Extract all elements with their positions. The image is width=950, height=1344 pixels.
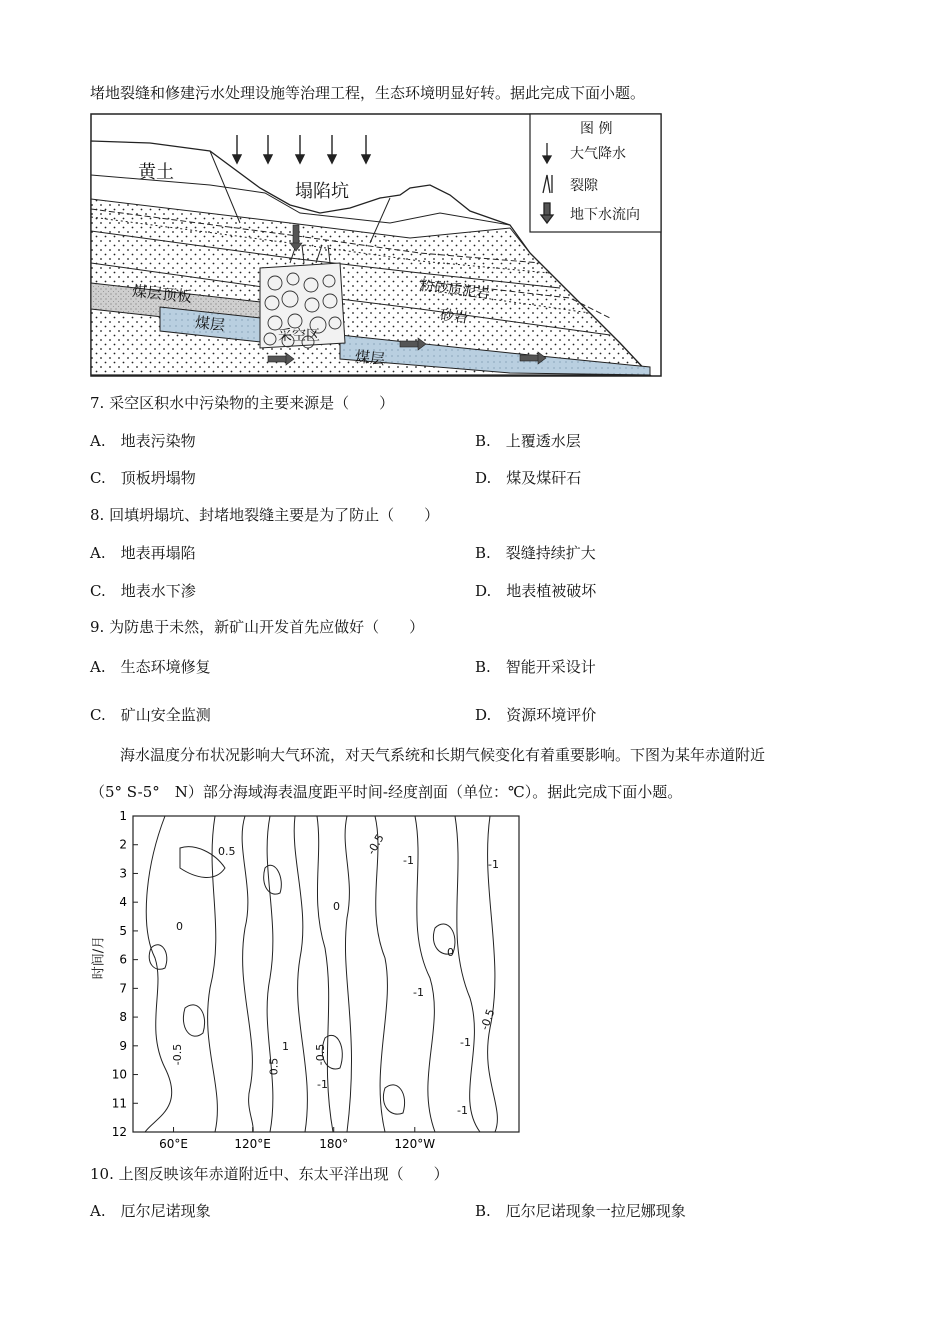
- option-text: 顶板坍塌物: [120, 469, 196, 487]
- label-pit: 塌陷坑: [295, 181, 349, 202]
- q8-option-d[interactable]: [475, 580, 596, 601]
- label-coal-1: 煤层: [194, 313, 226, 335]
- option-text: 上覆透水层: [505, 432, 581, 450]
- label-roof: 煤层顶板: [131, 281, 193, 307]
- option-key: D.: [475, 469, 492, 487]
- y-tick-label: 11: [111, 1096, 127, 1111]
- contour-label: -0.5: [314, 1043, 328, 1066]
- option-key: A.: [90, 658, 106, 676]
- contour-label: -1: [488, 858, 499, 871]
- q10-option-a[interactable]: [90, 1200, 211, 1221]
- contour-label: -1: [457, 1104, 468, 1117]
- option-key: B.: [475, 432, 491, 450]
- q8-option-a[interactable]: [90, 542, 196, 563]
- option-text: 矿山安全监测: [120, 706, 211, 724]
- y-tick-label: 1: [119, 809, 127, 823]
- contour-label: -0.5: [171, 1043, 185, 1066]
- contour-label: -1: [460, 1036, 471, 1049]
- q9-option-a[interactable]: [90, 656, 211, 677]
- x-tick-label: 120°W: [394, 1137, 436, 1151]
- q10-stem: 10. 上图反映该年赤道附近中、东太平洋出现（ ）: [90, 1165, 449, 1183]
- q9-option-c[interactable]: [90, 704, 211, 725]
- option-text: 地表再塌陷: [120, 544, 196, 562]
- q9-option-b[interactable]: [475, 656, 596, 677]
- x-tick-label: 180°: [319, 1137, 349, 1151]
- option-text: 裂缝持续扩大: [505, 544, 596, 562]
- legend-label-fissure: 裂隙: [570, 178, 598, 194]
- option-key: B.: [475, 544, 491, 562]
- q8-stem: 8. 回填坍塌坑、封堵地裂缝主要是为了防止（ ）: [90, 506, 440, 524]
- option-key: C.: [90, 706, 106, 724]
- contour-label: -0.5: [477, 1007, 498, 1032]
- option-key: B.: [475, 658, 491, 676]
- y-tick-label: 5: [119, 923, 127, 938]
- q8-option-b[interactable]: [475, 542, 596, 563]
- legend-label-rain: 大气降水: [570, 146, 626, 162]
- contour-label: -1: [403, 854, 414, 867]
- y-tick-label: 6: [119, 952, 127, 967]
- contour-label: -1: [317, 1078, 328, 1091]
- q10-option-b[interactable]: [475, 1200, 686, 1221]
- option-key: A.: [90, 1202, 106, 1220]
- q8-option-c[interactable]: [90, 580, 196, 601]
- passage2-line2: （5° S-5° N）部分海域海表温度距平时间-经度剖面（单位：℃）。据此完成下面小题。: [90, 783, 683, 801]
- option-key: D.: [475, 582, 492, 600]
- q7-option-c[interactable]: [90, 467, 196, 488]
- x-tick-label: 60°E: [159, 1137, 188, 1151]
- contour-label: 0: [447, 946, 454, 959]
- option-key: C.: [90, 469, 106, 487]
- q9-stem: 9. 为防患于未然，新矿山开发首先应做好（ ）: [90, 618, 425, 636]
- y-tick-label: 8: [119, 1010, 127, 1025]
- contour-label: -1: [413, 986, 424, 999]
- option-key: A.: [90, 432, 106, 450]
- option-text: 地表植被破坏: [506, 582, 597, 600]
- y-tick-label: 9: [119, 1038, 127, 1053]
- option-text: 资源环境评价: [506, 706, 597, 724]
- option-key: A.: [90, 544, 106, 562]
- contour-label: 0: [333, 900, 340, 913]
- contour-label: 0.5: [267, 1057, 281, 1076]
- contour-label: 0: [176, 920, 183, 933]
- label-siltstone: 粉砂质泥岩: [419, 277, 491, 303]
- option-key: C.: [90, 582, 106, 600]
- option-key: B.: [475, 1202, 491, 1220]
- intro-text: 堵地裂缝和修建污水处理设施等治理工程，生态环境明显好转。据此完成下面小题。: [90, 84, 646, 102]
- option-text: 生态环境修复: [120, 658, 211, 676]
- passage2-line1: 海水温度分布状况影响大气环流，对天气系统和长期气候变化有着重要影响。下图为某年赤道附近: [120, 746, 766, 764]
- x-tick-label: 120°E: [234, 1137, 271, 1151]
- sst-anomaly-contour-chart: [85, 808, 525, 1158]
- q9-option-d[interactable]: [475, 704, 596, 725]
- option-text: 地表污染物: [120, 432, 196, 450]
- y-tick-label: 4: [119, 895, 127, 910]
- option-text: 煤及煤矸石: [506, 469, 582, 487]
- option-text: 智能开采设计: [505, 658, 596, 676]
- label-sandstone: 砂岩: [439, 307, 469, 327]
- q7-option-d[interactable]: [475, 467, 581, 488]
- y-tick-label: 12: [111, 1125, 127, 1139]
- contour-label: 0.5: [218, 845, 236, 858]
- label-loess: 黄土: [138, 162, 174, 183]
- legend-label-groundwater: 地下水流向: [570, 207, 640, 223]
- option-key: D.: [475, 706, 492, 724]
- option-text: 厄尔尼诺现象: [120, 1202, 211, 1220]
- q7-option-b[interactable]: [475, 430, 581, 451]
- mining-subsidence-diagram: [90, 113, 662, 377]
- label-coal-2: 煤层: [354, 347, 386, 369]
- legend-title: 图 例: [580, 121, 613, 137]
- y-tick-label: 3: [119, 866, 127, 881]
- label-goaf: 采空区: [278, 328, 320, 344]
- option-text: 厄尔尼诺现象一拉尼娜现象: [505, 1202, 686, 1220]
- q7-option-a[interactable]: [90, 430, 196, 451]
- q7-stem: 7. 采空区积水中污染物的主要来源是（ ）: [90, 394, 395, 412]
- y-tick-label: 7: [119, 981, 127, 996]
- y-tick-label: 2: [119, 837, 127, 852]
- contour-label: 1: [282, 1040, 289, 1053]
- option-text: 地表水下渗: [120, 582, 196, 600]
- contour-label: -0.5: [364, 831, 387, 858]
- y-axis-label: 时间/月: [91, 935, 107, 980]
- y-tick-label: 10: [111, 1067, 127, 1082]
